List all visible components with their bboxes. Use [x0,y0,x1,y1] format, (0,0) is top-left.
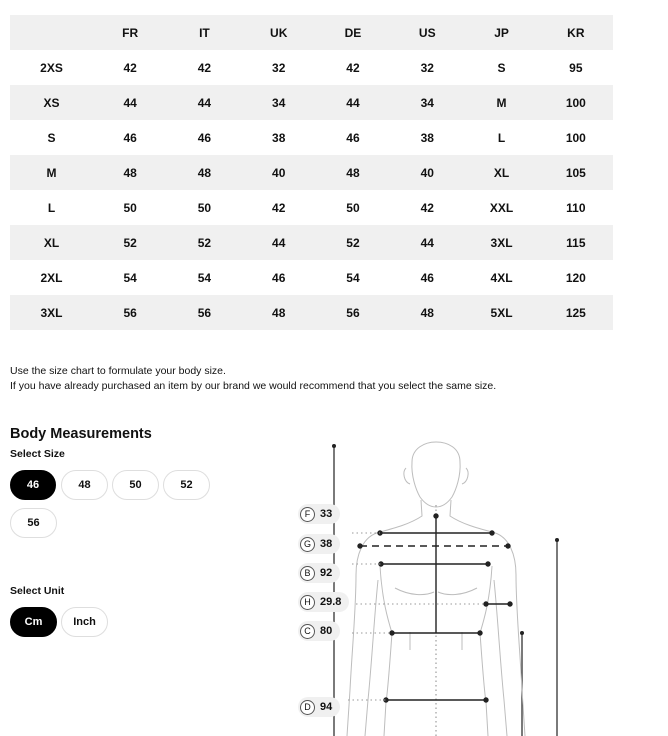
table-cell: 46 [123,130,137,145]
size-label-cell: S [47,130,56,145]
table-cell: XXL [489,200,514,215]
size-label-cell: L [47,200,56,215]
table-cell: 38 [420,130,434,145]
table-cell: 44 [346,95,360,110]
torso-length-end [555,538,559,542]
table-cell: 50 [197,200,212,215]
table-cell: 52 [123,235,137,250]
measurement-badge-b [298,563,340,583]
table-cell: 125 [565,305,586,320]
measurement-badge-c [298,621,340,641]
table-cell: 42 [197,60,212,75]
select-size-label: Select Size [10,448,65,460]
table-cell: 42 [346,60,360,75]
table-cell: 46 [197,130,212,145]
table-cell: 44 [272,235,286,250]
measure-value: 33 [320,508,333,520]
left-arm-inner [365,580,378,736]
table-cell: 54 [346,270,360,285]
measure-letter-icon: D [300,700,315,715]
table-header-cell: KR [567,25,585,40]
table-cell: 34 [272,95,286,110]
head-outline [412,442,460,507]
right-torso-side [480,566,492,736]
waist-length-end [520,631,524,635]
body-measurements-title: Body Measurements [10,426,152,442]
measure-letter-icon: B [300,566,315,581]
table-cell: 105 [565,165,586,180]
measure-letter-icon: C [300,624,315,639]
note-line: Use the size chart to formulate your body size. [10,365,226,377]
table-header-cell: IT [199,25,210,40]
table-header-cell: FR [122,25,139,40]
table-cell: 48 [346,165,360,180]
table-cell: 44 [420,235,434,250]
table-cell: 120 [565,270,586,285]
table-cell: 40 [420,165,434,180]
table-cell: 54 [197,270,212,285]
table-cell: 46 [272,270,286,285]
measure-value: 92 [320,567,333,579]
size-option-56[interactable]: 56 [10,508,57,538]
measure-letter-icon: H [300,595,315,610]
table-cell: 48 [420,305,434,320]
table-cell: 110 [566,200,586,215]
table-cell: 50 [346,200,360,215]
table-header-cell: US [418,25,436,40]
left-arm-outer [347,532,380,736]
measurement-badge-g [298,534,340,554]
table-cell: 56 [123,305,137,320]
table-cell: 100 [565,95,586,110]
table-cell: XL [493,165,510,180]
size-label-cell: XS [43,95,60,110]
table-cell: 56 [197,305,212,320]
note-line: If you have already purchased an item by our brand we would recommend that you select the same size. [10,380,497,392]
table-cell: 42 [123,60,137,75]
size-option-46[interactable]: 46 [10,470,56,500]
size-label-cell: M [46,165,57,180]
table-cell: 46 [346,130,360,145]
measure-value: 80 [320,625,333,637]
size-option-50[interactable]: 50 [112,470,159,500]
table-cell: 48 [272,305,286,320]
select-unit-label: Select Unit [10,585,65,597]
table-cell: 56 [346,305,360,320]
table-cell: 44 [197,95,212,110]
table-cell: S [497,60,506,75]
measure-letter-icon: F [300,507,315,522]
table-header-cell: JP [494,25,509,40]
measurement-badge-f [298,504,340,524]
table-cell: 48 [123,165,137,180]
leader-lines [348,533,486,700]
table-cell: 46 [420,270,434,285]
unit-option-cm[interactable]: Cm [10,607,57,637]
table-cell: 5XL [490,305,513,320]
table-cell: 40 [272,165,286,180]
table-cell: 38 [272,130,286,145]
measure-value: 29.8 [320,596,342,608]
table-cell: 115 [566,235,586,250]
measurement-lines [358,514,512,702]
size-option-48[interactable]: 48 [61,470,108,500]
measurement-badge-d [298,697,340,717]
table-cell: L [497,130,506,145]
measure-letter-icon: G [300,537,315,552]
table-cell: 44 [123,95,137,110]
table-header-cell: DE [344,25,362,40]
table-cell: 54 [123,270,137,285]
table-cell: 4XL [490,270,513,285]
table-cell: 42 [420,200,434,215]
table-cell: 100 [565,130,586,145]
table-cell: 95 [569,60,583,75]
unit-option-inch[interactable]: Inch [61,607,108,637]
measurement-badge-h [298,592,349,612]
table-cell: 32 [420,60,434,75]
table-cell: 48 [197,165,212,180]
height-measure-end [332,444,336,448]
measure-value: 38 [320,538,333,550]
table-cell: 32 [272,60,286,75]
table-cell: 52 [197,235,212,250]
table-cell: 42 [272,200,286,215]
table-cell: 3XL [490,235,513,250]
left-torso-side [380,566,392,736]
size-label-cell: XL [43,235,60,250]
size-option-52[interactable]: 52 [163,470,210,500]
table-cell: 52 [346,235,360,250]
table-cell: M [496,95,507,110]
table-cell: 50 [123,200,137,215]
size-label-cell: 2XL [40,270,63,285]
size-label-cell: 3XL [40,305,63,320]
table-header-cell: UK [270,25,288,40]
right-arm-outer [492,532,525,736]
size-label-cell: 2XS [40,60,63,75]
table-cell: 34 [420,95,434,110]
measure-value: 94 [320,701,333,713]
